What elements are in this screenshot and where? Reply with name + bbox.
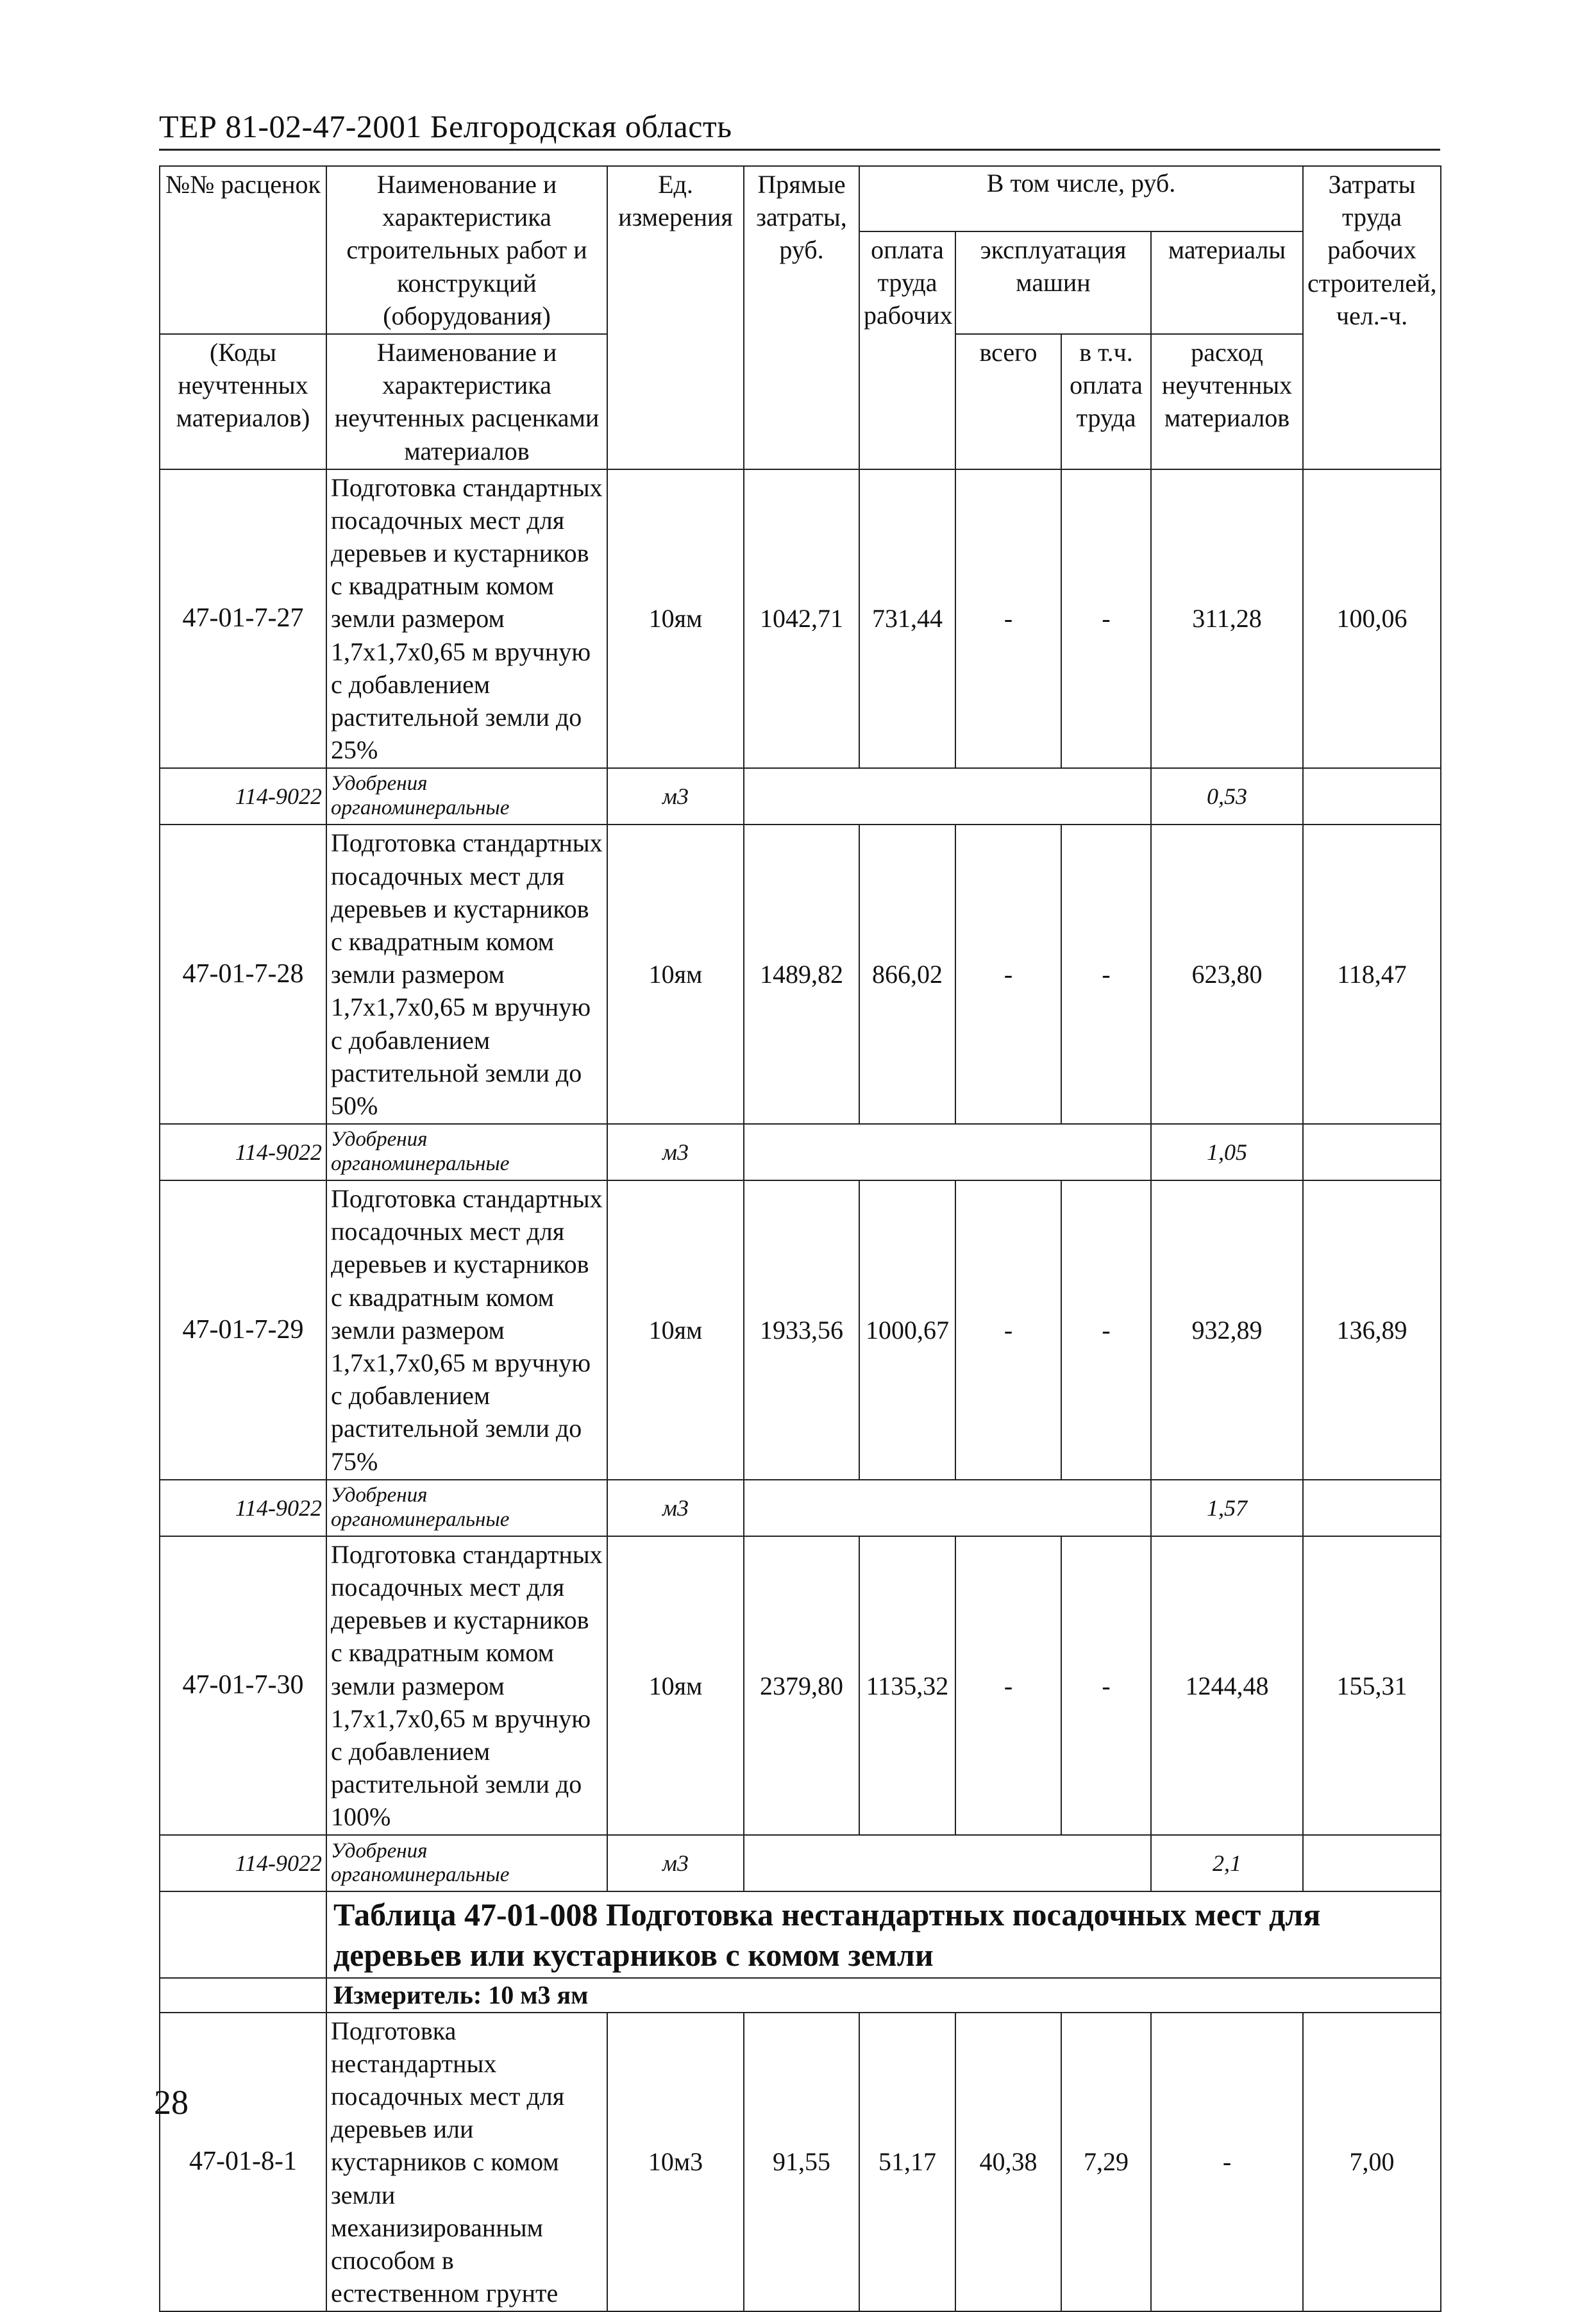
rate-machines-wages: -	[1061, 469, 1151, 769]
material-quantity: 1,05	[1151, 1124, 1303, 1180]
material-blank	[744, 768, 1151, 825]
col-header-materials: материалы	[1151, 231, 1303, 334]
material-blank-labor	[1303, 768, 1441, 825]
rate-labor: 118,47	[1303, 825, 1441, 1124]
rate-labor: 136,89	[1303, 1180, 1441, 1480]
col-header-unit: Ед. измерения	[607, 166, 744, 469]
rate-description: Подготовка стандартных посадочных мест для деревьев и кустарников с квадратным комом земли размером 1,7х1,7х0,65 м вручную с добавлением растительной земли до 50%	[326, 825, 607, 1124]
rate-code: 47-01-8-1	[160, 2013, 326, 2312]
material-row	[160, 1835, 1441, 1891]
rate-wages: 866,02	[859, 825, 955, 1124]
rate-materials: 1244,48	[1151, 1536, 1303, 1836]
material-name: Удобрения органоминеральные	[326, 1124, 607, 1180]
rate-labor: 155,31	[1303, 1536, 1441, 1836]
material-name: Удобрения органоминеральные	[326, 1835, 607, 1891]
page-number: 28	[154, 2083, 189, 2122]
col-header-name-alt: Наименование и характеристика неучтенных расценками материалов	[326, 334, 607, 469]
rate-direct: 1042,71	[744, 469, 859, 769]
rate-row	[160, 469, 1441, 769]
rate-row	[160, 825, 1441, 1124]
rate-unit: 10ям	[607, 1180, 744, 1480]
rate-machines-total: -	[955, 469, 1061, 769]
material-name: Удобрения органоминеральные	[326, 1480, 607, 1536]
col-header-machines-wages: в т.ч. оплата труда	[1061, 334, 1151, 469]
rate-description: Подготовка стандартных посадочных мест для деревьев и кустарников с квадратным комом земли размером 1,7х1,7х0,65 м вручную с добавлением растительной земли до 25%	[326, 469, 607, 769]
material-unit: м3	[607, 1124, 744, 1180]
material-row	[160, 1124, 1441, 1180]
material-code: 114-9022	[160, 1835, 326, 1891]
price-table	[159, 165, 1441, 2312]
material-code: 114-9022	[160, 1480, 326, 1536]
col-header-materials-alt: расход неучтенных материалов	[1151, 334, 1303, 469]
material-code: 114-9022	[160, 1124, 326, 1180]
material-blank-labor	[1303, 1480, 1441, 1536]
col-header-code: №№ расценок	[160, 166, 326, 334]
material-unit: м3	[607, 1835, 744, 1891]
material-blank	[744, 1835, 1151, 1891]
rate-wages: 1135,32	[859, 1536, 955, 1836]
rate-machines-wages: 7,29	[1061, 2013, 1151, 2312]
rate-wages: 51,17	[859, 2013, 955, 2312]
rate-description: Подготовка стандартных посадочных мест для деревьев и кустарников с квадратным комом земли размером 1,7х1,7х0,65 м вручную с добавлением растительной земли до 100%	[326, 1536, 607, 1836]
col-header-direct: Прямые затраты, руб.	[744, 166, 859, 469]
rate-machines-total: 40,38	[955, 2013, 1061, 2312]
material-blank-labor	[1303, 1835, 1441, 1891]
rate-description: Подготовка стандартных посадочных мест для деревьев и кустарников с квадратным комом земли размером 1,7х1,7х0,65 м вручную с добавлением растительной земли до 75%	[326, 1180, 607, 1480]
rate-machines-total: -	[955, 1180, 1061, 1480]
rate-machines-wages: -	[1061, 825, 1151, 1124]
rate-machines-wages: -	[1061, 1536, 1151, 1836]
col-header-labor: Затраты труда рабочих строителей, чел.-ч.	[1303, 166, 1441, 469]
rate-machines-wages: -	[1061, 1180, 1151, 1480]
rate-materials: 932,89	[1151, 1180, 1303, 1480]
rate-unit: 10м3	[607, 2013, 744, 2312]
rate-unit: 10ям	[607, 825, 744, 1124]
col-header-name: Наименование и характеристика строительных работ и конструкций (оборудования)	[326, 166, 607, 334]
rate-direct: 2379,80	[744, 1536, 859, 1836]
rate-unit: 10ям	[607, 469, 744, 769]
col-header-wages: оплата труда рабочих	[859, 231, 955, 469]
rate-unit: 10ям	[607, 1536, 744, 1836]
rate-row	[160, 1180, 1441, 1480]
measure-label: Измеритель: 10 м3 ям	[326, 1978, 1441, 2012]
section-title: Таблица 47-01-008 Подготовка нестандартных посадочных мест для деревьев или кустарников с комом земли	[326, 1891, 1441, 1978]
material-name: Удобрения органоминеральные	[326, 768, 607, 825]
rate-wages: 731,44	[859, 469, 955, 769]
rate-direct: 91,55	[744, 2013, 859, 2312]
col-header-including: В том числе, руб.	[859, 166, 1303, 231]
rate-labor: 7,00	[1303, 2013, 1441, 2312]
material-unit: м3	[607, 1480, 744, 1536]
rate-machines-total: -	[955, 1536, 1061, 1836]
measure-row	[160, 1978, 1441, 2012]
document-header: ТЕР 81-02-47-2001 Белгородская область	[159, 108, 1440, 151]
material-blank-labor	[1303, 1124, 1441, 1180]
material-quantity: 2,1	[1151, 1835, 1303, 1891]
rate-code: 47-01-7-27	[160, 469, 326, 769]
rate-wages: 1000,67	[859, 1180, 955, 1480]
measure-blank	[160, 1978, 326, 2012]
rate-description: Подготовка нестандартных посадочных мест для деревьев или кустарников с комом земли механизированным способом в естественном грунте	[326, 2013, 607, 2312]
col-header-machines: эксплуатация машин	[955, 231, 1151, 334]
material-row	[160, 1480, 1441, 1536]
rate-machines-total: -	[955, 825, 1061, 1124]
rate-direct: 1933,56	[744, 1180, 859, 1480]
section-title-blank	[160, 1891, 326, 1978]
rate-materials: 623,80	[1151, 825, 1303, 1124]
material-quantity: 1,57	[1151, 1480, 1303, 1536]
material-unit: м3	[607, 768, 744, 825]
rate-materials: -	[1151, 2013, 1303, 2312]
rate-labor: 100,06	[1303, 469, 1441, 769]
material-code: 114-9022	[160, 768, 326, 825]
section-title-row	[160, 1891, 1441, 1978]
col-header-code-alt: (Коды неучтенных материалов)	[160, 334, 326, 469]
header-row-1	[160, 166, 1441, 231]
rate-code: 47-01-7-30	[160, 1536, 326, 1836]
rate-code: 47-01-7-28	[160, 825, 326, 1124]
col-header-machines-total: всего	[955, 334, 1061, 469]
material-row	[160, 768, 1441, 825]
rate-direct: 1489,82	[744, 825, 859, 1124]
rate-materials: 311,28	[1151, 469, 1303, 769]
rate-row	[160, 2013, 1441, 2312]
material-blank	[744, 1480, 1151, 1536]
rate-code: 47-01-7-29	[160, 1180, 326, 1480]
material-blank	[744, 1124, 1151, 1180]
material-quantity: 0,53	[1151, 768, 1303, 825]
rate-row	[160, 1536, 1441, 1836]
